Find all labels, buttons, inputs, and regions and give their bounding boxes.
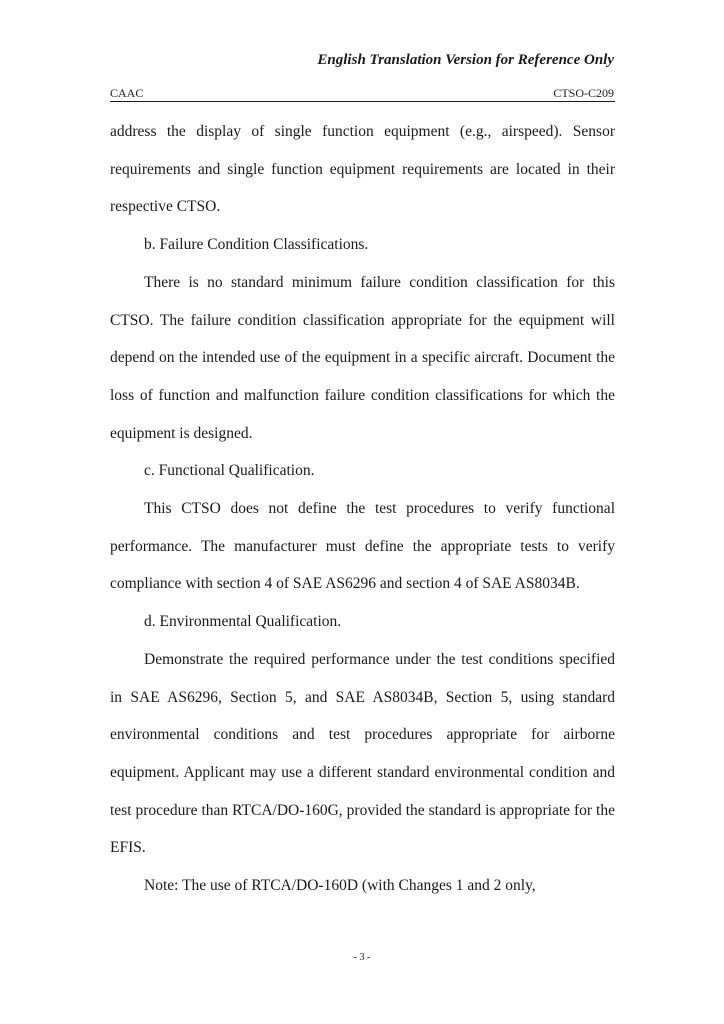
heading-failure-condition: b. Failure Condition Classifications. [144, 236, 369, 254]
header-document-id: CTSO-C209 [553, 86, 614, 100]
paragraph-failure-condition: There is no standard minimum failure condition classification for this CTSO. The failure condition classification appropriate for the equipment will depend on the intended use of the equipment in a specific aircraft. Document the loss of function and malfunction failure condition classifications for which the equipment is designed. [110, 273, 615, 442]
document-body [110, 113, 615, 905]
paragraph-environmental-qualification: Demonstrate the required performance under the test conditions specified in SAE AS6296, Section 5, and SAE AS8034B, Section 5, using standard environmental conditions and test procedures appropriate for airborne equipment. Applicant may use a different standard environmental condition and test procedure than RTCA/DO-160G, provided the standard is appropriate for the EFIS. [110, 650, 615, 857]
paragraph-functional-qualification: This CTSO does not define the test procedures to verify functional performance. The manufacturer must define the appropriate tests to verify compliance with section 4 of SAE AS6296 and section 4 of SAE AS8034B. [110, 500, 615, 593]
heading-functional-qualification: c. Functional Qualification. [144, 462, 315, 480]
header-agency: CAAC [110, 86, 144, 100]
page-number: - 3 - [353, 952, 371, 963]
paragraph-continuation: address the display of single function equipment (e.g., airspeed). Sensor requirements and single function equipment requirements are located in their respective CTSO. [110, 123, 615, 216]
header-rule [110, 101, 615, 102]
heading-environmental-qualification: d. Environmental Qualification. [144, 613, 342, 631]
translation-banner: English Translation Version for Reference Only [317, 52, 614, 68]
paragraph-note: Note: The use of RTCA/DO-160D (with Changes 1 and 2 only, [144, 877, 536, 895]
